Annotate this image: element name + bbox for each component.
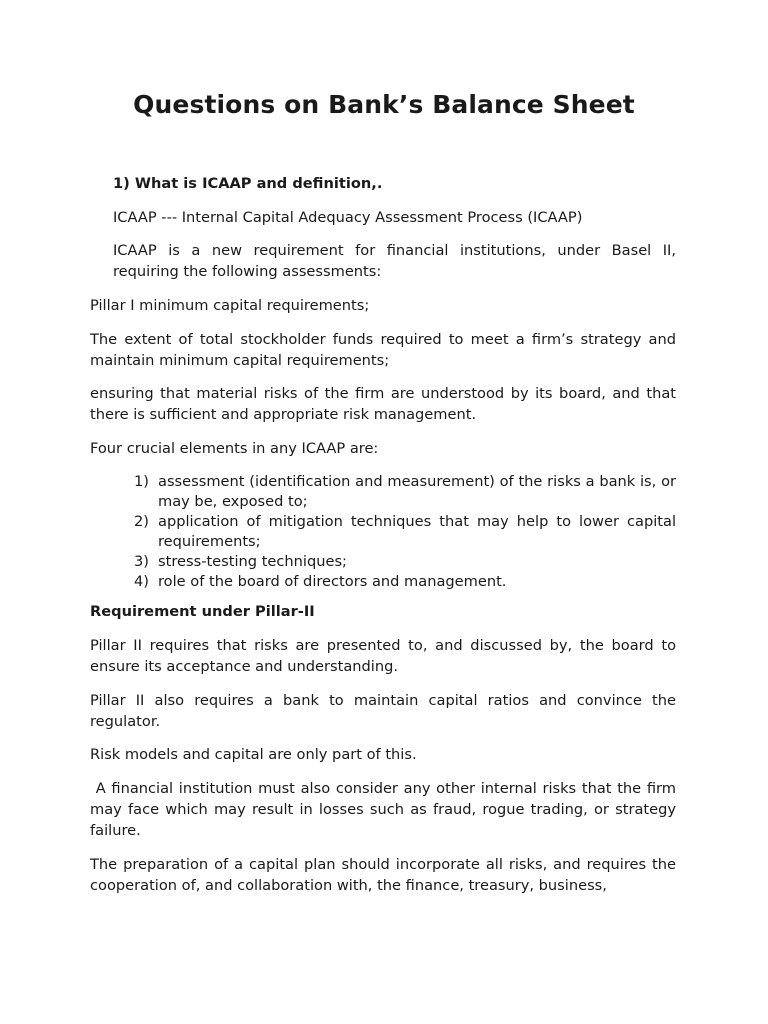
section-heading-pillar2: Requirement under Pillar-II bbox=[90, 603, 315, 620]
paragraph-preparation: The preparation of a capital plan should incorporate all risks, and requires the cooperation of, and collaboration with, the finance, treasury, business, bbox=[90, 856, 676, 894]
paragraph-institution: A financial institution must also consider any other internal risks that the firm may face which may result in losses such as fraud, rogue trading, or strategy failure. bbox=[90, 780, 681, 839]
list-item-text: application of mitigation techniques that may help to lower capital requirements; bbox=[158, 513, 676, 550]
list-item bbox=[134, 552, 676, 572]
icaap-definition-line: ICAAP --- Internal Capital Adequacy Assessment Process (ICAAP) bbox=[113, 209, 583, 226]
paragraph-pillar1: Pillar I minimum capital requirements; bbox=[90, 297, 370, 314]
elements-list bbox=[134, 472, 676, 592]
list-item-number: 1) bbox=[134, 473, 149, 490]
page-title: Questions on Bank’s Balance Sheet bbox=[133, 90, 635, 119]
question-heading: 1) What is ICAAP and definition,. bbox=[113, 175, 383, 192]
list-item bbox=[134, 572, 676, 592]
list-item-number: 2) bbox=[134, 513, 149, 530]
paragraph-pillar2-ratios: Pillar II also requires a bank to maintain capital ratios and convince the regulator. bbox=[90, 692, 676, 730]
paragraph-extent: The extent of total stockholder funds required to meet a firm’s strategy and maintain minimum capital requirements; bbox=[90, 331, 676, 369]
list-item-text: role of the board of directors and management. bbox=[158, 573, 507, 590]
icaap-description: ICAAP is a new requirement for financial institutions, under Basel II, requiring the following assessments: bbox=[113, 242, 676, 280]
paragraph-pillar2-risks: Pillar II requires that risks are presented to, and discussed by, the board to ensure its acceptance and understanding. bbox=[90, 637, 676, 675]
list-item bbox=[134, 472, 676, 512]
list-item-text: stress-testing techniques; bbox=[158, 553, 347, 570]
list-item-text: assessment (identification and measurement) of the risks a bank is, or may be, exposed to; bbox=[158, 473, 676, 510]
paragraph-four-elements: Four crucial elements in any ICAAP are: bbox=[90, 440, 379, 457]
list-item bbox=[134, 512, 676, 552]
paragraph-risk-models: Risk models and capital are only part of this. bbox=[90, 746, 417, 763]
paragraph-ensuring: ensuring that material risks of the firm are understood by its board, and that there is sufficient and appropriate risk management. bbox=[90, 385, 676, 423]
list-item-number: 4) bbox=[134, 573, 149, 590]
list-item-number: 3) bbox=[134, 553, 149, 570]
